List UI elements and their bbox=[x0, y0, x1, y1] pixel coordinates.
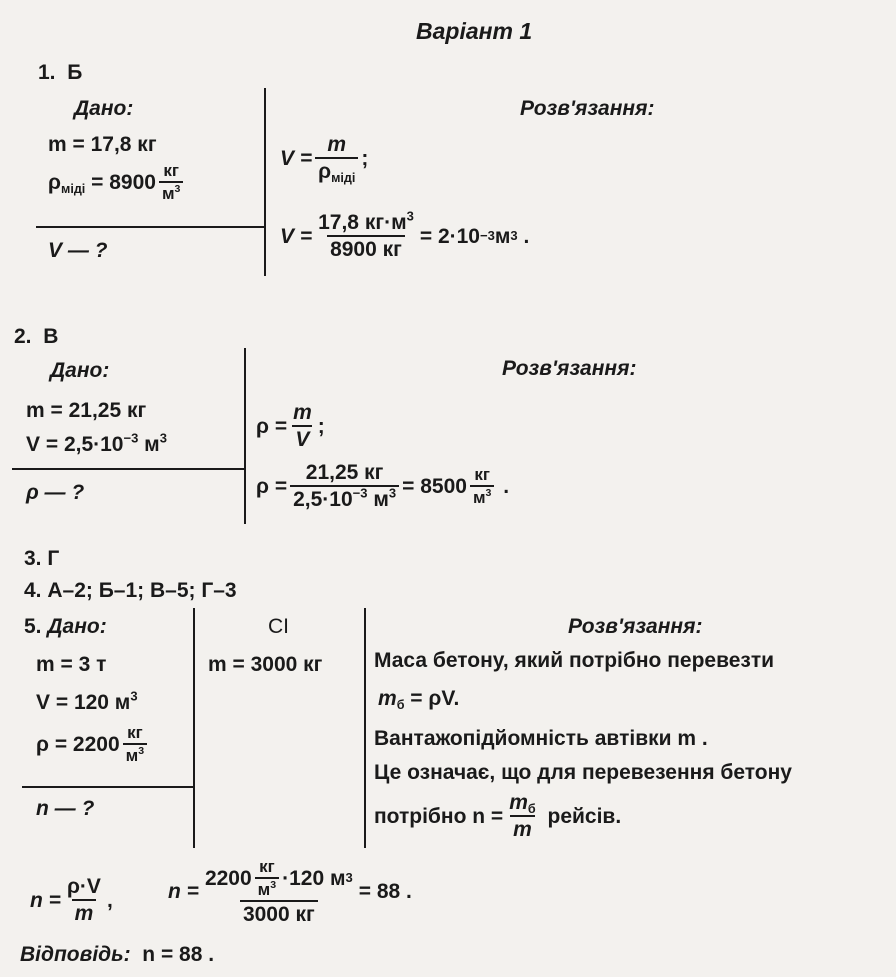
problem-1-formula-1: V = $\frac{m}{\rho_{міді}}$ ; bbox=[280, 133, 369, 185]
problem-4-answer: 4. А–2; Б–1; В–5; Г–3 bbox=[24, 579, 237, 602]
problem-1-answer: Б bbox=[67, 61, 83, 84]
problem-1-find: V — ? bbox=[48, 239, 108, 262]
problem-5-given-label: Дано: bbox=[47, 615, 107, 638]
problem-1-number: 1. Б bbox=[38, 61, 83, 84]
problem-5-si-solution-divider bbox=[364, 608, 366, 848]
problem-5-final-answer: Відповідь: n = 88 . bbox=[20, 943, 215, 966]
problem-5-si-mass: m = 3000 кг bbox=[208, 653, 323, 676]
problem-1-given-mass: m = 17,8 кг bbox=[48, 133, 157, 156]
page-title: Варіант 1 bbox=[416, 18, 533, 44]
problem-1-solution-label: Розв'язання: bbox=[520, 97, 655, 120]
problem-5-si-label: СІ bbox=[268, 615, 289, 638]
problem-1-given-divider bbox=[36, 226, 266, 228]
problem-2-find: ρ — ? bbox=[26, 481, 85, 504]
problem-2-given-mass: m = 21,25 кг bbox=[26, 399, 147, 422]
problem-1-formula-2: V = $\frac{17,8 кг\cdot м^3}{8900 кг}$ = 2·10 −3 м 3 . bbox=[280, 208, 530, 261]
problem-5-solution-line-4: Це означає, що для перевезення бетону bbox=[374, 761, 792, 784]
problem-2-given-label: Дано: bbox=[50, 359, 110, 382]
problem-2-given-volume: $V = 2,5\cdot 10^{-3}$ $м^3$ bbox=[26, 430, 167, 456]
problem-2-solution-label: Розв'язання: bbox=[502, 357, 637, 380]
problem-5-given-mass: m = 3 т bbox=[36, 653, 107, 676]
problem-2-answer: В bbox=[43, 325, 59, 348]
problem-5-given-volume: V = 120 $м^3$ bbox=[36, 688, 138, 714]
problem-5-given-density: ρ = 2200 $\frac{кг}{м^3}$ bbox=[36, 724, 150, 764]
problem-5-given-si-divider bbox=[193, 608, 195, 848]
problem-5-solution-line-3: Вантажопідйомність автівки m . bbox=[374, 727, 708, 750]
problem-5-solution-line-5: потрібно n = $\frac{m_б}{m}$ рейсів. bbox=[374, 791, 622, 841]
problem-5-calc-numeric: n = 2200 $\frac{кг}{м^3}$ ·120 м 3 3000 кг = 88 . bbox=[168, 857, 412, 926]
problem-1-given-density: $\rho_{міді} = 8900$ $\frac{кг}{м^3}$ bbox=[48, 162, 186, 202]
problem-2-given-divider bbox=[12, 468, 246, 470]
problem-1-given-label: Дано: bbox=[74, 97, 134, 120]
density-unit-fraction: $\frac{кг}{м^3}$ bbox=[159, 162, 183, 202]
problem-5-given-divider bbox=[22, 786, 194, 788]
problem-5-header: 5. Дано: bbox=[24, 615, 107, 638]
problem-5-solution-label: Розв'язання: bbox=[568, 615, 703, 638]
problem-3-answer: 3. Г bbox=[24, 547, 60, 570]
problem-5-find: n — ? bbox=[36, 797, 95, 820]
problem-5-solution-line-2: $m_б = \rho V$. bbox=[378, 687, 460, 712]
problem-2-formula-1: ρ = $\frac{m}{V}$ ; bbox=[256, 401, 325, 451]
problem-2-formula-2: ρ = $\frac{21,25 кг}{2,5\cdot 10^{-3} м^3}$ = 8500 $\frac{кг}{м^3}$ . bbox=[256, 461, 510, 511]
problem-2-column-divider bbox=[244, 348, 246, 524]
problem-5-solution-line-1: Маса бетону, який потрібно перевезти bbox=[374, 649, 775, 672]
problem-2-number: 2. В bbox=[14, 325, 59, 348]
problem-1-column-divider bbox=[264, 88, 266, 276]
problem-5-calc-formula: n = $\frac{\rho\cdot V}{m}$ , bbox=[30, 875, 113, 925]
